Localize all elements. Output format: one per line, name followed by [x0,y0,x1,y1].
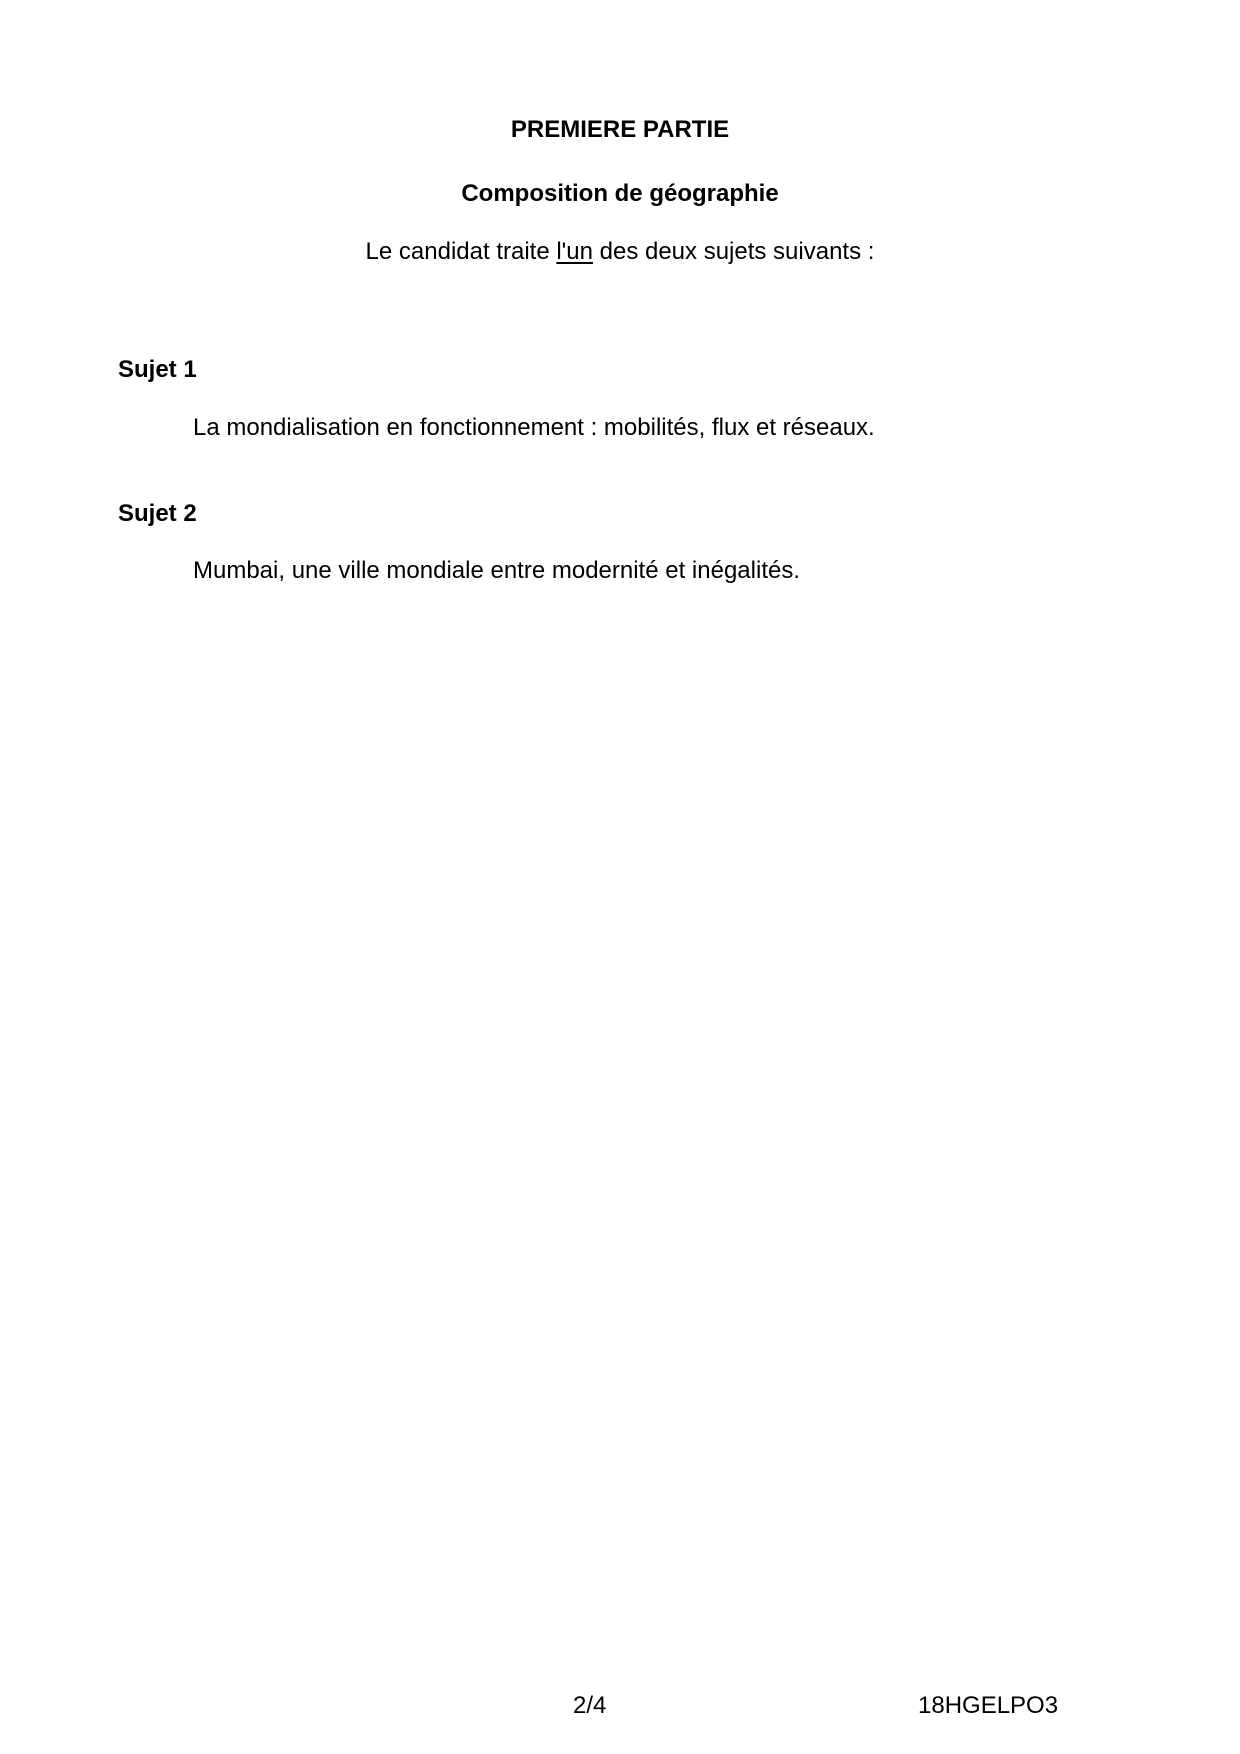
part-title: PREMIERE PARTIE [510,116,730,143]
section-title: Composition de géographie [461,180,779,207]
subject-2-text: Mumbai, une ville mondiale entre modernité et inégalités. [193,557,800,584]
document-code: 18HGELPO3 [918,1692,1059,1719]
subject-1-label: Sujet 1 [118,356,197,383]
subject-2-label: Sujet 2 [118,500,197,527]
instruction-text [0,238,1240,266]
instruction-before: Le candidat traite [365,238,557,265]
instruction-after: des deux sujets suivants : [592,238,875,265]
page-number: 2/4 [573,1692,607,1719]
subject-1-text: La mondialisation en fonctionnement : mobilités, flux et réseaux. [193,414,875,441]
instruction-underlined: l'un [556,238,593,265]
